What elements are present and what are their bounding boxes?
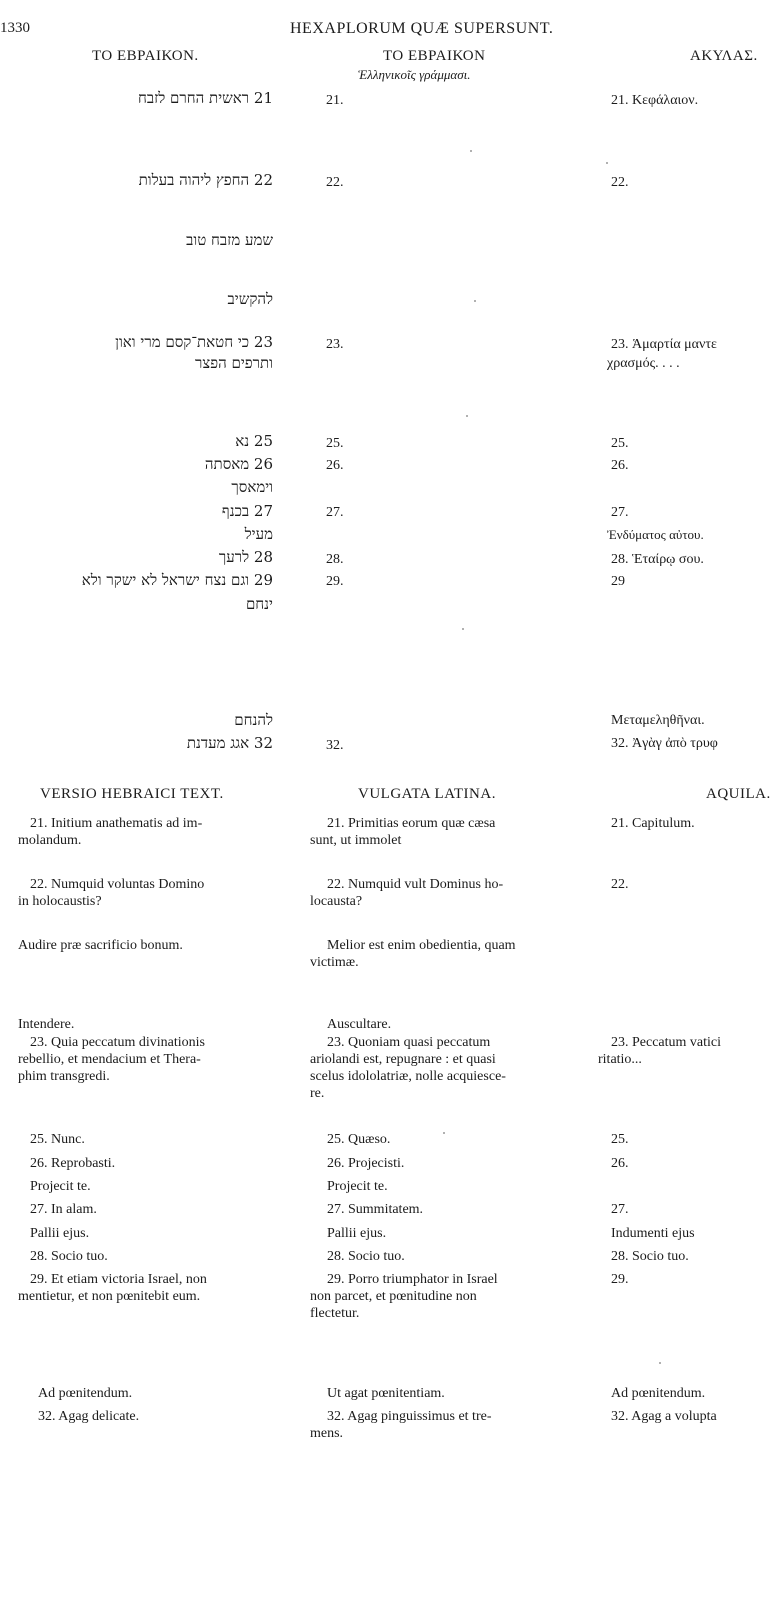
versio-line: 29. Et etiam victoria Israel, non: [30, 1272, 207, 1287]
aquila-greek-line: χρασμός. . . .: [607, 356, 680, 371]
aquila-greek-line: 28. Ἑταίρῳ σου.: [611, 552, 704, 567]
vulgata-line: 29. Porro triumphator in Israel: [327, 1272, 498, 1287]
aquila-latin-line: 25.: [611, 1132, 629, 1147]
print-speck: [659, 1362, 661, 1364]
vulgata-line: Melior est enim obedientia, quam: [327, 938, 516, 953]
aquila-greek-line: 22.: [611, 175, 629, 190]
versio-line: 32. Agag delicate.: [38, 1409, 140, 1424]
versio-line: molandum.: [18, 833, 82, 848]
hebrew-line: ותרפים הפצר: [195, 354, 273, 372]
aquila-greek-line: 21. Κεφάλαιον.: [611, 93, 699, 108]
vulgata-line: 28. Socio tuo.: [327, 1249, 405, 1264]
vulgata-line: 23. Quoniam quasi peccatum: [327, 1035, 491, 1050]
hebrew-line: 23 כי חטאת־קסם מרי ואון: [115, 333, 273, 351]
hebrew-line: ינחם: [245, 595, 273, 613]
running-title: HEXAPLORUM QUÆ SUPERSUNT.: [290, 20, 554, 37]
aquila-latin-line: Indumenti ejus: [611, 1226, 695, 1241]
header-aquila-latin: AQUILA.: [706, 786, 771, 802]
page-number: 1330: [0, 20, 30, 36]
aquila-greek-line: 29: [611, 574, 625, 589]
vulgata-line: victimæ.: [310, 955, 359, 970]
hebrew-line: 32 אגג מעדנת: [186, 734, 273, 752]
hebrew-line: מעיל: [244, 525, 273, 543]
versio-line: 27. In alam.: [30, 1202, 97, 1217]
transliteration-number: 23.: [326, 337, 344, 352]
header-greek-letters-subtitle: Ἑλληνικοῖς γράμμασι.: [358, 67, 471, 82]
vulgata-line: 26. Projecisti.: [327, 1156, 405, 1171]
transliteration-number: 27.: [326, 505, 344, 520]
header-greek-letters: ΤΟ ΕΒΡΑΙΚΟΝ: [383, 48, 486, 64]
hebrew-line: להקשיב: [227, 290, 273, 308]
vulgata-line: locausta?: [310, 894, 363, 909]
aquila-latin-line: 26.: [611, 1156, 629, 1171]
aquila-latin-line: Ad pœnitendum.: [611, 1386, 706, 1401]
versio-line: 22. Numquid voluntas Domino: [30, 877, 205, 892]
transliteration-number: 21.: [326, 93, 344, 108]
vulgata-line: sunt, ut immolet: [310, 833, 402, 848]
aquila-latin-line: 23. Peccatum vatici: [611, 1035, 722, 1050]
aquila-greek-line: 23. Ἁμαρτία μαντε: [611, 337, 717, 352]
aquila-greek-line: 26.: [611, 458, 629, 473]
versio-line: Audire præ sacrificio bonum.: [18, 938, 183, 953]
versio-line: 26. Reprobasti.: [30, 1156, 116, 1171]
versio-line: Ad pœnitendum.: [38, 1386, 133, 1401]
aquila-greek-line: 25.: [611, 436, 629, 451]
vulgata-line: Projecit te.: [327, 1179, 388, 1194]
print-speck: [466, 415, 468, 417]
hebrew-line: 21 ראשית החרם לזבח: [137, 89, 273, 107]
aquila-latin-line: 22.: [611, 877, 629, 892]
vulgata-line: 21. Primitias eorum quæ cæsa: [327, 816, 496, 831]
versio-line: in holocaustis?: [18, 894, 102, 909]
vulgata-line: 27. Summitatem.: [327, 1202, 424, 1217]
versio-line: 21. Initium anathematis ad im-: [30, 816, 203, 831]
aquila-latin-line: 28. Socio tuo.: [611, 1249, 689, 1264]
vulgata-line: 25. Quæso.: [327, 1132, 391, 1147]
vulgata-line: Ut agat pœnitentiam.: [327, 1386, 445, 1401]
versio-line: rebellio, et mendacium et Thera-: [18, 1052, 201, 1067]
aquila-greek-line: 27.: [611, 505, 629, 520]
hebrew-line: 27 בכנף: [221, 502, 273, 520]
aquila-latin-line: 21. Capitulum.: [611, 816, 695, 831]
vulgata-line: Pallii ejus.: [327, 1226, 387, 1241]
hebrew-line: 28 לרעך: [218, 548, 273, 566]
versio-line: 23. Quia peccatum divinationis: [30, 1035, 205, 1050]
transliteration-number: 25.: [326, 436, 344, 451]
transliteration-number: 22.: [326, 175, 344, 190]
aquila-latin-line: 27.: [611, 1202, 629, 1217]
aquila-greek-line: Μεταμεληθῆναι.: [611, 713, 705, 728]
aquila-greek-line: 32. Ἀγὰγ ἀπὸ τρυφ: [611, 736, 718, 751]
header-versio: VERSIO HEBRAICI TEXT.: [40, 786, 224, 802]
versio-line: phim transgredi.: [18, 1069, 110, 1084]
aquila-greek-line: Ἐνδύματος αὐτου.: [607, 527, 704, 542]
transliteration-number: 28.: [326, 552, 344, 567]
hebrew-line: 29 וגם נצח ישראל לא ישקר ולא: [81, 571, 273, 589]
header-aquila-greek: ΑΚΥΛΑΣ.: [690, 48, 758, 64]
versio-line: Intendere.: [18, 1017, 75, 1032]
vulgata-line: 32. Agag pinguissimus et tre-: [327, 1409, 492, 1424]
transliteration-number: 32.: [326, 738, 344, 753]
print-speck: [470, 150, 472, 152]
vulgata-line: 22. Numquid vult Dominus ho-: [327, 877, 504, 892]
vulgata-line: mens.: [310, 1426, 344, 1441]
vulgata-line: non parcet, et pœnitudine non: [310, 1289, 477, 1304]
hebrew-line: שמע מזבח טוב: [186, 231, 273, 249]
hebrew-line: להנחם: [234, 711, 273, 729]
print-speck: [443, 1132, 445, 1134]
vulgata-line: flectetur.: [310, 1306, 360, 1321]
header-vulgata: VULGATA LATINA.: [358, 786, 496, 802]
hebrew-line: 26 מאסתה: [204, 455, 273, 473]
header-hebrew: ΤΟ ΕΒΡΑΙΚΟΝ.: [92, 48, 199, 64]
vulgata-line: re.: [310, 1086, 325, 1101]
vulgata-line: ariolandi est, repugnare : et quasi: [310, 1052, 496, 1067]
versio-line: 28. Socio tuo.: [30, 1249, 108, 1264]
versio-line: mentietur, et non pœnitebit eum.: [18, 1289, 201, 1304]
hebrew-line: 25 נא: [235, 432, 273, 450]
transliteration-number: 26.: [326, 458, 344, 473]
hebrew-line: 22 החפץ ליהוה בעלות: [138, 171, 273, 189]
transliteration-number: 29.: [326, 574, 344, 589]
print-speck: [606, 162, 608, 164]
vulgata-line: scelus idololatriæ, nolle acquiesce-: [310, 1069, 506, 1084]
aquila-latin-line: 29.: [611, 1272, 629, 1287]
print-speck: [474, 300, 476, 302]
versio-line: 25. Nunc.: [30, 1132, 85, 1147]
aquila-latin-line: ritatio...: [598, 1052, 642, 1067]
aquila-latin-line: 32. Agag a volupta: [611, 1409, 717, 1424]
versio-line: Pallii ejus.: [30, 1226, 90, 1241]
print-speck: [462, 628, 464, 630]
vulgata-line: Auscultare.: [327, 1017, 392, 1032]
hebrew-line: וימאסך: [231, 478, 273, 496]
versio-line: Projecit te.: [30, 1179, 91, 1194]
